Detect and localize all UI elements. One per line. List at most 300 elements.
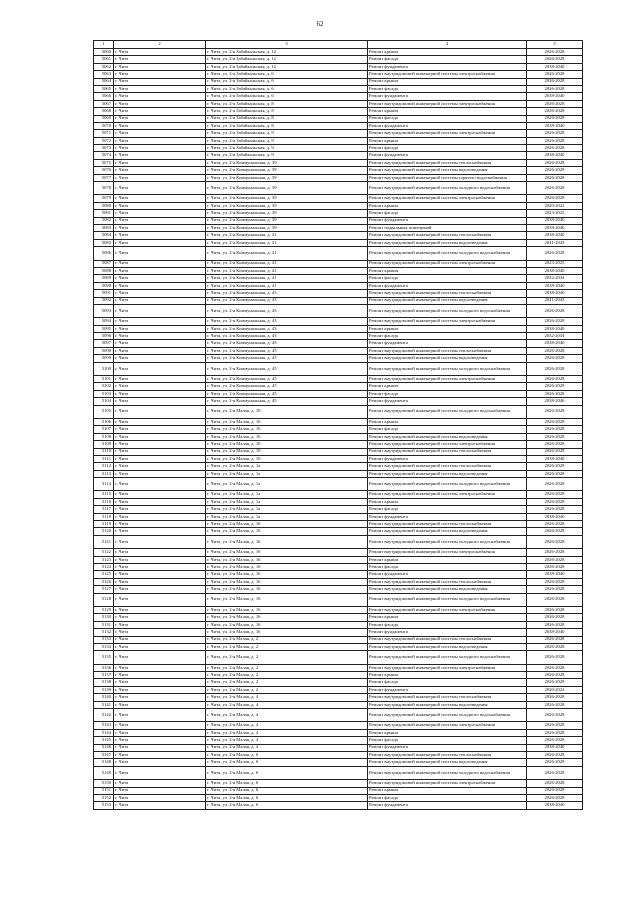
row-number-cell: 5129 (94, 606, 114, 613)
row-number-cell: 5090 (94, 282, 114, 289)
period-cell: 2026-2028 (527, 621, 583, 628)
header-row (94, 41, 583, 49)
city-cell: г. Чита (114, 686, 206, 693)
row-number-cell: 5137 (94, 672, 114, 679)
address-cell: г. Чита, ул. 2-я Коммунальная, д. 43 (206, 304, 368, 317)
table-row (94, 463, 583, 470)
work-type-cell: Ремонт внутридомовой инженерной системы электроснабжения (368, 780, 527, 787)
table-row (94, 441, 583, 448)
period-cell: 2026-2028 (527, 100, 583, 107)
city-cell: г. Чита (114, 521, 206, 528)
city-cell: г. Чита (114, 56, 206, 63)
work-type-cell: Ремонт внутридомовой инженерной системы водоотведения (368, 355, 527, 362)
table-row (94, 528, 583, 535)
work-type-cell: Ремонт крыши (368, 498, 527, 505)
row-number-cell: 5140 (94, 694, 114, 701)
table-row (94, 679, 583, 686)
table-row (94, 506, 583, 513)
city-cell: г. Чита (114, 629, 206, 636)
address-cell: г. Чита, ул. 2-я Забайкальская, д. 8 (206, 115, 368, 122)
table-row (94, 56, 583, 63)
table-row (94, 398, 583, 405)
row-number-cell: 5068 (94, 108, 114, 115)
row-number-cell: 5074 (94, 152, 114, 159)
table-row (94, 564, 583, 571)
city-cell: г. Чита (114, 506, 206, 513)
city-cell: г. Чита (114, 528, 206, 535)
work-type-cell: Ремонт внутридомовой инженерной системы электроснабжения (368, 664, 527, 671)
work-type-cell: Ремонт внутридомовой инженерной системы холодного водоснабжения (368, 766, 527, 779)
address-cell: г. Чита, ул. 2-я Малая, д. 16 (206, 586, 368, 593)
row-number-cell: 5117 (94, 506, 114, 513)
address-cell: г. Чита, ул. 2-я Малая, д. 10 (206, 433, 368, 440)
period-cell: 2026-2028 (527, 355, 583, 362)
city-cell: г. Чита (114, 78, 206, 85)
row-number-cell: 5114 (94, 478, 114, 491)
city-cell: г. Чита (114, 606, 206, 613)
work-type-cell: Ремонт фундамента (368, 122, 527, 129)
address-cell: г. Чита, ул. 2-я Коммунальная, д. 39 (206, 174, 368, 181)
table-row (94, 63, 583, 70)
work-type-cell: Ремонт внутридомовой инженерной системы теплоснабжения (368, 694, 527, 701)
work-type-cell: Ремонт внутридомовой инженерной системы водоотведения (368, 239, 527, 246)
table-row (94, 744, 583, 751)
city-cell: г. Чита (114, 744, 206, 751)
table-row (94, 85, 583, 92)
city-cell: г. Чита (114, 766, 206, 779)
city-cell: г. Чита (114, 182, 206, 195)
table-row (94, 383, 583, 390)
address-cell: г. Чита, ул. 2-я Забайкальская, д. 12 (206, 56, 368, 63)
table-row (94, 304, 583, 317)
table-row (94, 174, 583, 181)
table-row (94, 535, 583, 548)
address-cell: г. Чита, ул. 2-я Малая, д. 16 (206, 521, 368, 528)
table-row (94, 787, 583, 794)
city-cell: г. Чита (114, 636, 206, 643)
table-row (94, 376, 583, 383)
address-cell: г. Чита, ул. 2-я Малая, д. 16 (206, 564, 368, 571)
period-cell: 2026-2028 (527, 383, 583, 390)
period-cell: 2026-2028 (527, 614, 583, 621)
address-cell: г. Чита, ул. 2-я Малая, д. 6 (206, 802, 368, 809)
row-number-cell: 5121 (94, 535, 114, 548)
city-cell: г. Чита (114, 217, 206, 224)
row-number-cell: 5132 (94, 629, 114, 636)
table-row (94, 578, 583, 585)
address-cell: г. Чита, ул. 2-я Малая, д. 16 (206, 556, 368, 563)
page-number: 62 (316, 20, 324, 28)
period-cell: 2038-2040 (527, 282, 583, 289)
work-type-cell: Ремонт подвальных помещений (368, 224, 527, 231)
period-cell: 2038-2040 (527, 267, 583, 274)
table-row (94, 275, 583, 282)
column-header-3: 3 (206, 41, 368, 49)
address-cell: г. Чита, ул. 2-я Коммунальная, д. 39 (206, 167, 368, 174)
city-cell: г. Чита (114, 260, 206, 267)
address-cell: г. Чита, ул. 2-я Забайкальская, д. 8 (206, 122, 368, 129)
table-row (94, 260, 583, 267)
period-cell: 2026-2028 (527, 491, 583, 498)
address-cell: г. Чита, ул. 2-я Малая, д. 1а (206, 506, 368, 513)
period-cell: 2038-2040 (527, 325, 583, 332)
row-number-cell: 5153 (94, 802, 114, 809)
period-cell: 2026-2028 (527, 643, 583, 650)
address-cell: г. Чита, ул. 2-я Малая, д. 10 (206, 418, 368, 425)
period-cell: 2026-2028 (527, 672, 583, 679)
work-type-cell: Ремонт внутридомовой инженерной системы теплоснабжения (368, 159, 527, 166)
address-cell: г. Чита, ул. 2-я Малая, д. 2 (206, 672, 368, 679)
table-row (94, 267, 583, 274)
row-number-cell: 5115 (94, 491, 114, 498)
work-type-cell: Ремонт внутридомовой инженерной системы электроснабжения (368, 376, 527, 383)
row-number-cell: 5088 (94, 267, 114, 274)
period-cell: 2026-2028 (527, 49, 583, 56)
period-cell: 2023-2025 (527, 260, 583, 267)
table-row (94, 347, 583, 354)
row-number-cell: 5094 (94, 318, 114, 325)
city-cell: г. Чита (114, 463, 206, 470)
city-cell: г. Чита (114, 85, 206, 92)
work-type-cell: Ремонт внутридомовой инженерной системы водоотведения (368, 643, 527, 650)
city-cell: г. Чита (114, 802, 206, 809)
city-cell: г. Чита (114, 174, 206, 181)
address-cell: г. Чита, ул. 2-я Малая, д. 1а (206, 470, 368, 477)
row-number-cell: 5085 (94, 239, 114, 246)
row-number-cell: 5069 (94, 115, 114, 122)
row-number-cell: 5093 (94, 304, 114, 317)
period-cell: 2026-2028 (527, 709, 583, 722)
work-type-cell: Ремонт фасада (368, 390, 527, 397)
address-cell: г. Чита, ул. 2-я Коммунальная, д. 45 (206, 383, 368, 390)
address-cell: г. Чита, ул. 2-я Малая, д. 4 (206, 694, 368, 701)
table-row (94, 780, 583, 787)
city-cell: г. Чита (114, 418, 206, 425)
table-row (94, 636, 583, 643)
table-row (94, 71, 583, 78)
row-number-cell: 5061 (94, 56, 114, 63)
address-cell: г. Чита, ул. 2-я Коммунальная, д. 41 (206, 239, 368, 246)
table-row (94, 498, 583, 505)
period-cell: 2026-2028 (527, 174, 583, 181)
row-number-cell: 5081 (94, 210, 114, 217)
work-type-cell: Ремонт внутридомовой инженерной системы холодного водоснабжения (368, 709, 527, 722)
work-type-cell: Ремонт фундамента (368, 398, 527, 405)
address-cell: г. Чита, ул. 2-я Коммунальная, д. 45 (206, 376, 368, 383)
row-number-cell: 5077 (94, 174, 114, 181)
address-cell: г. Чита, ул. 2-я Забайкальская, д. 6 (206, 93, 368, 100)
period-cell: 2026-2028 (527, 564, 583, 571)
period-cell: 2026-2028 (527, 722, 583, 729)
row-number-cell: 5108 (94, 433, 114, 440)
address-cell: г. Чита, ул. 2-я Малая, д. 16 (206, 593, 368, 606)
period-cell: 2026-2028 (527, 606, 583, 613)
work-type-cell: Ремонт внутридомовой инженерной системы холодного водоснабжения (368, 247, 527, 260)
period-cell: 2026-2028 (527, 498, 583, 505)
work-type-cell: Ремонт крыши (368, 78, 527, 85)
table-row (94, 340, 583, 347)
address-cell: г. Чита, ул. 2-я Коммунальная, д. 43 (206, 333, 368, 340)
work-type-cell: Ремонт внутридомовой инженерной системы электроснабжения (368, 441, 527, 448)
table-row (94, 802, 583, 809)
row-number-cell: 5105 (94, 405, 114, 418)
period-cell: 2038-2040 (527, 152, 583, 159)
address-cell: г. Чита, ул. 2-я Малая, д. 16 (206, 629, 368, 636)
period-cell: 2026-2028 (527, 85, 583, 92)
work-type-cell: Ремонт внутридомовой инженерной системы водоотведения (368, 167, 527, 174)
period-cell: 2026-2028 (527, 701, 583, 708)
city-cell: г. Чита (114, 709, 206, 722)
work-type-cell: Ремонт внутридомовой инженерной системы электроснабжения (368, 260, 527, 267)
address-cell: г. Чита, ул. 2-я Малая, д. 16 (206, 614, 368, 621)
work-type-cell: Ремонт крыши (368, 267, 527, 274)
work-type-cell: Ремонт внутридомовой инженерной системы теплоснабжения (368, 636, 527, 643)
table-row (94, 182, 583, 195)
table-row (94, 455, 583, 462)
period-cell: 2026-2028 (527, 71, 583, 78)
work-type-cell: Ремонт внутридомовой инженерной системы теплоснабжения (368, 290, 527, 297)
work-type-cell: Ремонт крыши (368, 137, 527, 144)
row-number-cell: 5122 (94, 549, 114, 556)
period-cell: 2026-2028 (527, 528, 583, 535)
city-cell: г. Чита (114, 455, 206, 462)
period-cell: 2038-2040 (527, 232, 583, 239)
row-number-cell: 5127 (94, 586, 114, 593)
row-number-cell: 5134 (94, 643, 114, 650)
row-number-cell: 5071 (94, 130, 114, 137)
period-cell: 2026-2028 (527, 578, 583, 585)
work-type-cell: Ремонт фундамента (368, 571, 527, 578)
work-type-cell: Ремонт фундамента (368, 744, 527, 751)
period-cell: 2026-2028 (527, 376, 583, 383)
period-cell: 2038-2040 (527, 513, 583, 520)
row-number-cell: 5120 (94, 528, 114, 535)
city-cell: г. Чита (114, 787, 206, 794)
address-cell: г. Чита, ул. 2-я Забайкальская, д. 9 (206, 130, 368, 137)
city-cell: г. Чита (114, 759, 206, 766)
work-type-cell: Ремонт фундамента (368, 93, 527, 100)
address-cell: г. Чита, ул. 2-я Коммунальная, д. 45 (206, 398, 368, 405)
city-cell: г. Чита (114, 448, 206, 455)
city-cell: г. Чита (114, 586, 206, 593)
period-cell: 2038-2040 (527, 571, 583, 578)
period-cell: 2038-2040 (527, 802, 583, 809)
repair-schedule-table (93, 40, 583, 810)
address-cell: г. Чита, ул. 2-я Малая, д. 10 (206, 426, 368, 433)
city-cell: г. Чита (114, 383, 206, 390)
row-number-cell: 5135 (94, 651, 114, 664)
work-type-cell: Ремонт фундамента (368, 629, 527, 636)
city-cell: г. Чита (114, 722, 206, 729)
city-cell: г. Чита (114, 478, 206, 491)
work-type-cell: Ремонт внутридомовой инженерной системы холодного водоснабжения (368, 405, 527, 418)
work-type-cell: Ремонт внутридомовой инженерной системы холодного водоснабжения (368, 182, 527, 195)
city-cell: г. Чита (114, 304, 206, 317)
period-cell: 2026-2028 (527, 636, 583, 643)
period-cell: 2026-2028 (527, 521, 583, 528)
address-cell: г. Чита, ул. 2-я Забайкальская, д. 6 (206, 78, 368, 85)
period-cell: 2038-2040 (527, 455, 583, 462)
address-cell: г. Чита, ул. 2-я Коммунальная, д. 43 (206, 325, 368, 332)
city-cell: г. Чита (114, 498, 206, 505)
work-type-cell: Ремонт фасада (368, 426, 527, 433)
period-cell: 2038-2040 (527, 744, 583, 751)
city-cell: г. Чита (114, 355, 206, 362)
city-cell: г. Чита (114, 108, 206, 115)
row-number-cell: 5065 (94, 85, 114, 92)
table-row (94, 390, 583, 397)
table-row (94, 556, 583, 563)
address-cell: г. Чита, ул. 2-я Малая, д. 4 (206, 729, 368, 736)
table-row (94, 521, 583, 528)
period-cell: 2026-2028 (527, 441, 583, 448)
row-number-cell: 5119 (94, 521, 114, 528)
row-number-cell: 5145 (94, 737, 114, 744)
city-cell: г. Чита (114, 470, 206, 477)
city-cell: г. Чита (114, 275, 206, 282)
work-type-cell: Ремонт фундамента (368, 152, 527, 159)
work-type-cell: Ремонт крыши (368, 672, 527, 679)
table-row (94, 586, 583, 593)
address-cell: г. Чита, ул. 2-я Малая, д. 4 (206, 737, 368, 744)
table-row (94, 513, 583, 520)
work-type-cell: Ремонт крыши (368, 614, 527, 621)
city-cell: г. Чита (114, 593, 206, 606)
work-type-cell: Ремонт внутридомовой инженерной системы холодного водоснабжения (368, 362, 527, 375)
table-row (94, 478, 583, 491)
address-cell: г. Чита, ул. 2-я Коммунальная, д. 41 (206, 247, 368, 260)
city-cell: г. Чита (114, 780, 206, 787)
table-row (94, 122, 583, 129)
work-type-cell: Ремонт фасада (368, 564, 527, 571)
row-number-cell: 5130 (94, 614, 114, 621)
row-number-cell: 5082 (94, 217, 114, 224)
period-cell: 2026-2028 (527, 766, 583, 779)
table-row (94, 751, 583, 758)
period-cell: 2026-2028 (527, 426, 583, 433)
work-type-cell: Ремонт внутридомовой инженерной системы холодного водоснабжения (368, 535, 527, 548)
table-row (94, 290, 583, 297)
period-cell: 2026-2028 (527, 145, 583, 152)
work-type-cell: Ремонт крыши (368, 49, 527, 56)
table-row (94, 282, 583, 289)
period-cell: 2026-2028 (527, 78, 583, 85)
work-type-cell: Ремонт внутридомовой инженерной системы электроснабжения (368, 606, 527, 613)
city-cell: г. Чита (114, 441, 206, 448)
period-cell: 2026-2028 (527, 694, 583, 701)
row-number-cell: 5076 (94, 167, 114, 174)
address-cell: г. Чита, ул. 2-я Забайкальская, д. 9 (206, 152, 368, 159)
address-cell: г. Чита, ул. 2-я Малая, д. 4 (206, 744, 368, 751)
table-row (94, 664, 583, 671)
city-cell: г. Чита (114, 290, 206, 297)
table-row (94, 297, 583, 304)
city-cell: г. Чита (114, 672, 206, 679)
address-cell: г. Чита, ул. 2-я Коммунальная, д. 45 (206, 355, 368, 362)
table-header (94, 41, 583, 49)
address-cell: г. Чита, ул. 2-я Забайкальская, д. 9 (206, 145, 368, 152)
period-cell: 2041-2043 (527, 239, 583, 246)
row-number-cell: 5107 (94, 426, 114, 433)
address-cell: г. Чита, ул. 2-я Малая, д. 4 (206, 709, 368, 722)
city-cell: г. Чита (114, 651, 206, 664)
city-cell: г. Чита (114, 433, 206, 440)
work-type-cell: Ремонт фундамента (368, 217, 527, 224)
table-row (94, 93, 583, 100)
city-cell: г. Чита (114, 159, 206, 166)
table-row (94, 629, 583, 636)
address-cell: г. Чита, ул. 2-я Малая, д. 6 (206, 794, 368, 801)
row-number-cell: 5078 (94, 182, 114, 195)
period-cell: 2026-2028 (527, 586, 583, 593)
period-cell: 2020-2022 (527, 202, 583, 209)
work-type-cell: Ремонт внутридомовой инженерной системы водоотведения (368, 470, 527, 477)
row-number-cell: 5062 (94, 63, 114, 70)
address-cell: г. Чита, ул. 2-я Малая, д. 1а (206, 513, 368, 520)
table-row (94, 210, 583, 217)
city-cell: г. Чита (114, 137, 206, 144)
row-number-cell: 5066 (94, 93, 114, 100)
work-type-cell: Ремонт внутридомовой инженерной системы теплоснабжения (368, 751, 527, 758)
city-cell: г. Чита (114, 664, 206, 671)
row-number-cell: 5147 (94, 751, 114, 758)
city-cell: г. Чита (114, 318, 206, 325)
table-row (94, 470, 583, 477)
period-cell: 2026-2028 (527, 679, 583, 686)
city-cell: г. Чита (114, 145, 206, 152)
address-cell: г. Чита, ул. 2-я Малая, д. 4 (206, 701, 368, 708)
address-cell: г. Чита, ул. 2-я Коммунальная, д. 41 (206, 260, 368, 267)
table-row (94, 709, 583, 722)
city-cell: г. Чита (114, 297, 206, 304)
city-cell: г. Чита (114, 679, 206, 686)
row-number-cell: 5084 (94, 232, 114, 239)
city-cell: г. Чита (114, 247, 206, 260)
period-cell: 2038-2040 (527, 290, 583, 297)
city-cell: г. Чита (114, 282, 206, 289)
period-cell: 2026-2028 (527, 478, 583, 491)
table-row (94, 318, 583, 325)
table-row (94, 672, 583, 679)
row-number-cell: 5075 (94, 159, 114, 166)
work-type-cell: Ремонт фундамента (368, 282, 527, 289)
table-row (94, 49, 583, 56)
table-row (94, 159, 583, 166)
period-cell: 2026-2028 (527, 108, 583, 115)
row-number-cell: 5150 (94, 780, 114, 787)
row-number-cell: 5100 (94, 362, 114, 375)
address-cell: г. Чита, ул. 2-я Коммунальная, д. 41 (206, 275, 368, 282)
row-number-cell: 5118 (94, 513, 114, 520)
address-cell: г. Чита, ул. 2-я Коммунальная, д. 39 (206, 202, 368, 209)
address-cell: г. Чита, ул. 2-я Малая, д. 16 (206, 621, 368, 628)
period-cell: 2026-2028 (527, 159, 583, 166)
city-cell: г. Чита (114, 614, 206, 621)
table-row (94, 247, 583, 260)
row-number-cell: 5116 (94, 498, 114, 505)
table-row (94, 100, 583, 107)
row-number-cell: 5099 (94, 355, 114, 362)
work-type-cell: Ремонт внутридомовой инженерной системы холодного водоснабжения (368, 304, 527, 317)
period-cell: 2038-2040 (527, 217, 583, 224)
row-number-cell: 5086 (94, 247, 114, 260)
row-number-cell: 5063 (94, 71, 114, 78)
work-type-cell: Ремонт фасада (368, 275, 527, 282)
table-row (94, 202, 583, 209)
table-row (94, 145, 583, 152)
table-row (94, 491, 583, 498)
address-cell: г. Чита, ул. 2-я Малая, д. 16 (206, 606, 368, 613)
